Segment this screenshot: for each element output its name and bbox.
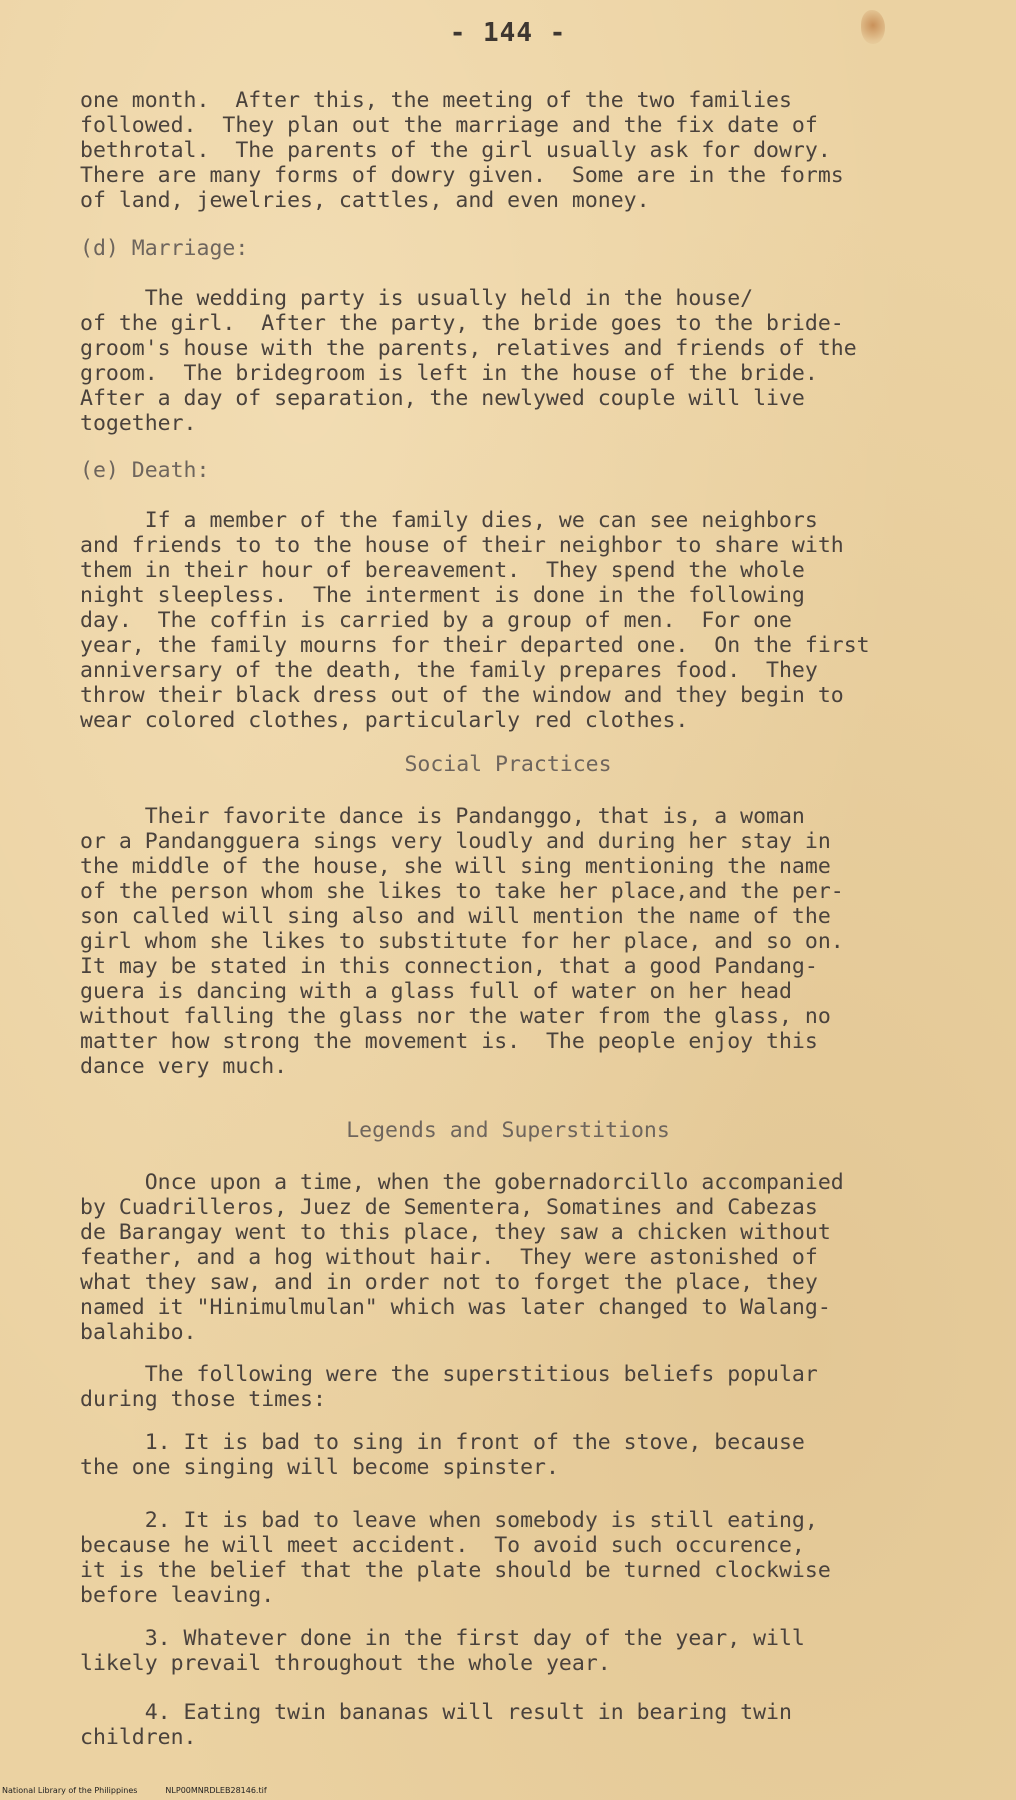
text-line: Their favorite dance is Pandanggo, that is, a woman: [80, 804, 805, 829]
text-line: one month. After this, the meeting of the two families: [80, 88, 792, 113]
file-code: NLP00MNRDLEB28146.tif: [165, 1786, 267, 1795]
heading-social-practices: Social Practices: [404, 752, 612, 777]
text-line: girl whom she likes to substitute for her place, and so on.: [80, 929, 844, 954]
text-line: groom's house with the parents, relatives and friends of the: [80, 336, 857, 361]
text-line: There are many forms of dowry given. Some are in the forms: [80, 163, 844, 188]
text-line: The wedding party is usually held in the house∕: [80, 286, 754, 311]
paragraph-marriage: [80, 286, 857, 436]
text-line: children.: [80, 1725, 197, 1750]
text-line: what they saw, and in order not to forget the place, they: [80, 1270, 818, 1295]
text-line: wear colored clothes, particularly red clothes.: [80, 708, 689, 733]
text-line: guera is dancing with a glass full of water on her head: [80, 979, 792, 1004]
text-line: groom. The bridegroom is left in the house of the bride.: [80, 361, 818, 386]
text-line: together.: [80, 411, 197, 436]
heading-marriage: (d) Marriage:: [80, 236, 249, 261]
text-line: before leaving.: [80, 1583, 275, 1608]
text-line: named it "Hinimulmulan" which was later changed to Walang-: [80, 1295, 831, 1320]
text-line: feather, and a hog without hair. They were astonished of: [80, 1245, 818, 1270]
text-line: de Barangay went to this place, they saw a chicken without: [80, 1220, 831, 1245]
text-line: 3. Whatever done in the first day of the year, will: [80, 1626, 805, 1651]
page-number: - 144 -: [449, 18, 567, 48]
text-line: the middle of the house, she will sing mentioning the name: [80, 854, 831, 879]
text-line: of the person whom she likes to take her place,and the per-: [80, 879, 844, 904]
text-line: without falling the glass nor the water from the glass, no: [80, 1004, 831, 1029]
scan-footer: [2, 1786, 267, 1796]
text-line: and friends to to the house of their neighbor to share with: [80, 533, 844, 558]
text-line: If a member of the family dies, we can see neighbors: [80, 508, 818, 533]
paragraph-legend: [80, 1170, 844, 1345]
text-line: bethrotal. The parents of the girl usually ask for dowry.: [80, 138, 831, 163]
superstition-item-1: [80, 1430, 805, 1480]
text-line: 4. Eating twin bananas will result in bearing twin: [80, 1700, 792, 1725]
text-line: of land, jewelries, cattles, and even money.: [80, 188, 650, 213]
text-line: day. The coffin is carried by a group of men. For one: [80, 608, 792, 633]
text-line: 2. It is bad to leave when somebody is still eating,: [80, 1508, 818, 1533]
text-line: the one singing will become spinster.: [80, 1455, 559, 1480]
text-line: them in their hour of bereavement. They spend the whole: [80, 558, 805, 583]
text-line: by Cuadrilleros, Juez de Sementera, Somatines and Cabezas: [80, 1195, 818, 1220]
heading-legends-superstitions: Legends and Superstitions: [346, 1118, 670, 1143]
text-line: Once upon a time, when the gobernadorcillo accompanied: [80, 1170, 844, 1195]
paragraph-dowry: [80, 88, 844, 213]
text-line: son called will sing also and will mention the name of the: [80, 904, 831, 929]
text-line: night sleepless. The interment is done in the following: [80, 583, 805, 608]
text-line: The following were the superstitious beliefs popular: [80, 1362, 818, 1387]
text-line: It may be stated in this connection, that a good Pandang-: [80, 954, 818, 979]
text-line: After a day of separation, the newlywed couple will live: [80, 386, 805, 411]
text-line: anniversary of the death, the family prepares food. They: [80, 658, 818, 683]
text-line: matter how strong the movement is. The people enjoy this: [80, 1029, 818, 1054]
superstition-item-3: [80, 1626, 805, 1676]
text-line: likely prevail throughout the whole year.: [80, 1651, 611, 1676]
paragraph-superstition-intro: [80, 1362, 818, 1412]
text-line: throw their black dress out of the window and they begin to: [80, 683, 844, 708]
text-line: it is the belief that the plate should be turned clockwise: [80, 1558, 831, 1583]
text-line: during those times:: [80, 1387, 326, 1412]
text-line: of the girl. After the party, the bride goes to the bride-: [80, 311, 844, 336]
superstition-item-4: [80, 1700, 792, 1750]
superstition-item-2: [80, 1508, 831, 1608]
text-line: balahibo.: [80, 1320, 197, 1345]
text-line: year, the family mourns for their departed one. On the first: [80, 633, 870, 658]
paragraph-death: [80, 508, 870, 733]
paragraph-social-practices: [80, 804, 844, 1079]
heading-death: (e) Death:: [80, 458, 210, 483]
library-credit: National Library of the Philippines: [2, 1786, 138, 1795]
text-line: dance very much.: [80, 1054, 288, 1079]
text-line: because he will meet accident. To avoid such occurence,: [80, 1533, 805, 1558]
text-line: or a Pandangguera sings very loudly and during her stay in: [80, 829, 831, 854]
text-line: followed. They plan out the marriage and the fix date of: [80, 113, 818, 138]
text-line: 1. It is bad to sing in front of the stove, because: [80, 1430, 805, 1455]
